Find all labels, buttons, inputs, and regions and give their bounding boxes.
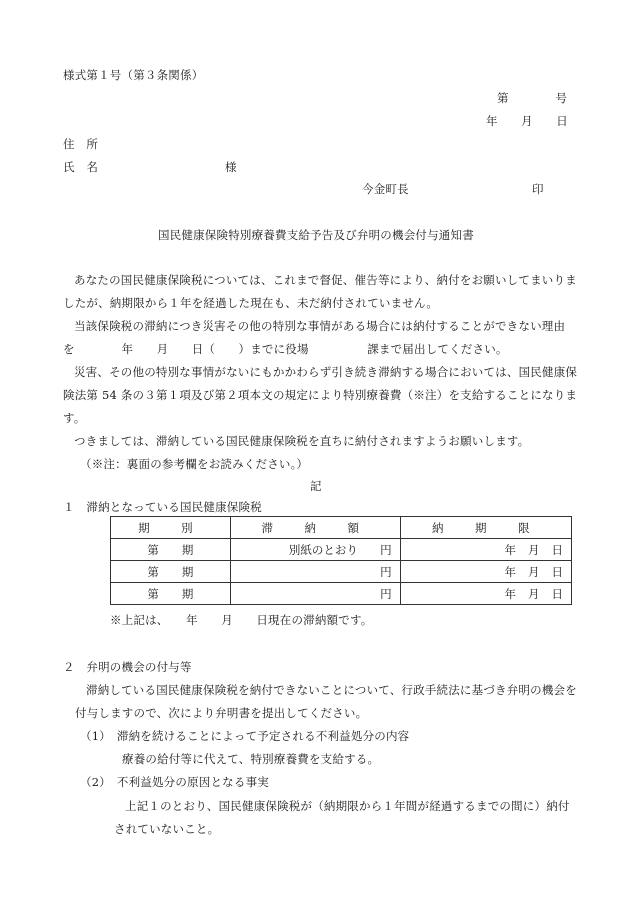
due-date-cell	[400, 539, 571, 561]
day-unit: 日	[551, 564, 563, 579]
item1-text: 療養の給付等に代えて、特別療養費を支給する。	[122, 752, 380, 766]
body-p4: つきましては、滞納している国民健康保険税を直ちに納付されますようお願いします。	[74, 434, 530, 448]
issuer: 今金町長	[362, 182, 409, 196]
period-cell: 第 期	[111, 561, 231, 583]
address-label: 住 所	[63, 137, 99, 151]
amount-text: 別紙のとおり	[288, 542, 358, 557]
body-p3a: 災害、その他の特別な事情がないにもかかわらず引き続き滞納する場合においては、国民健康保	[74, 365, 578, 379]
body-p1a: あなたの国民健康保険税については、これまで督促、催告等により、納付をお願いしてまいりま	[74, 273, 577, 287]
arrears-table	[110, 516, 572, 605]
document-title: 国民健康保険特別療養費支給予告及び弁明の機会付与通知書	[158, 228, 474, 242]
period-cell: 第 期	[111, 583, 231, 605]
amount-cell	[230, 583, 400, 605]
day-unit: 日	[551, 542, 563, 557]
amount-cell	[230, 561, 400, 583]
year-unit: 年	[504, 542, 516, 557]
header-period: 期 別	[111, 517, 231, 539]
section2-intro-b: 付与しますので、次により弁明書を提出してください。	[75, 706, 368, 720]
header-due-date: 納 期 限	[400, 517, 571, 539]
period-cell: 第 期	[111, 539, 231, 561]
amount-cell	[230, 539, 400, 561]
due-date-cell	[400, 583, 571, 605]
body-p2b: を 年 月 日（ ）までに役場 課まで届出してください。	[63, 342, 508, 356]
body-p3c: す。	[63, 411, 86, 425]
year-unit: 年	[504, 564, 516, 579]
name-label: 氏 名	[63, 160, 99, 174]
table-header-row	[111, 517, 572, 539]
table-row	[111, 583, 572, 605]
header-amount: 滞 納 額	[230, 517, 400, 539]
item2-label: （2） 不利益処分の原因となる事実	[80, 775, 269, 789]
doc-number: 第 号	[497, 91, 568, 105]
body-p2a: 当該保険税の滞納につき災害その他の特別な事情がある場合には納付することができない理由	[74, 319, 566, 333]
year-unit: 年	[504, 586, 516, 601]
honorific: 様	[225, 160, 237, 174]
body-p1b: したが、納期限から１年を経過した現在も、未だ納付されていません。	[63, 296, 439, 310]
section2-intro-a: 滞納している国民健康保険税を納付できないことについて、行政手続法に基づき弁明の機会を	[86, 683, 577, 697]
item1-label: （1） 滞納を続けることによって予定される不利益処分の内容	[80, 729, 410, 743]
month-unit: 月	[528, 586, 540, 601]
table-row	[111, 539, 572, 561]
yen-unit: 円	[380, 586, 392, 601]
yen-unit: 円	[380, 542, 392, 557]
item2-text-b: されていないこと。	[114, 822, 220, 836]
day-unit: 日	[551, 586, 563, 601]
yen-unit: 円	[380, 564, 392, 579]
item2-text-a: 上記１のとおり、国民健康保険税が（納期限から１年間が経過するまでの間に）納付	[125, 799, 570, 813]
month-unit: 月	[528, 564, 540, 579]
form-label: 様式第１号（第３条関係）	[63, 68, 204, 82]
date-line: 年 月 日	[486, 114, 568, 128]
month-unit: 月	[528, 542, 540, 557]
table-row	[111, 561, 572, 583]
due-date-cell	[400, 561, 571, 583]
seal-mark: 印	[532, 182, 544, 196]
body-note: （※注：裏面の参考欄をお読みください。）	[80, 457, 309, 471]
section2-heading: ２ 弁明の機会の付与等	[63, 660, 192, 674]
table-footnote: ※上記は、 年 月 日現在の滞納額です。	[110, 613, 373, 627]
section1-heading: １ 滞納となっている国民健康保険税	[63, 500, 262, 514]
body-p3b: 険法第 54 条の３第１項及び第２項本文の規定により特別療養費（※注）を支給することになりま	[63, 388, 578, 402]
ki-heading: 記	[310, 479, 322, 493]
